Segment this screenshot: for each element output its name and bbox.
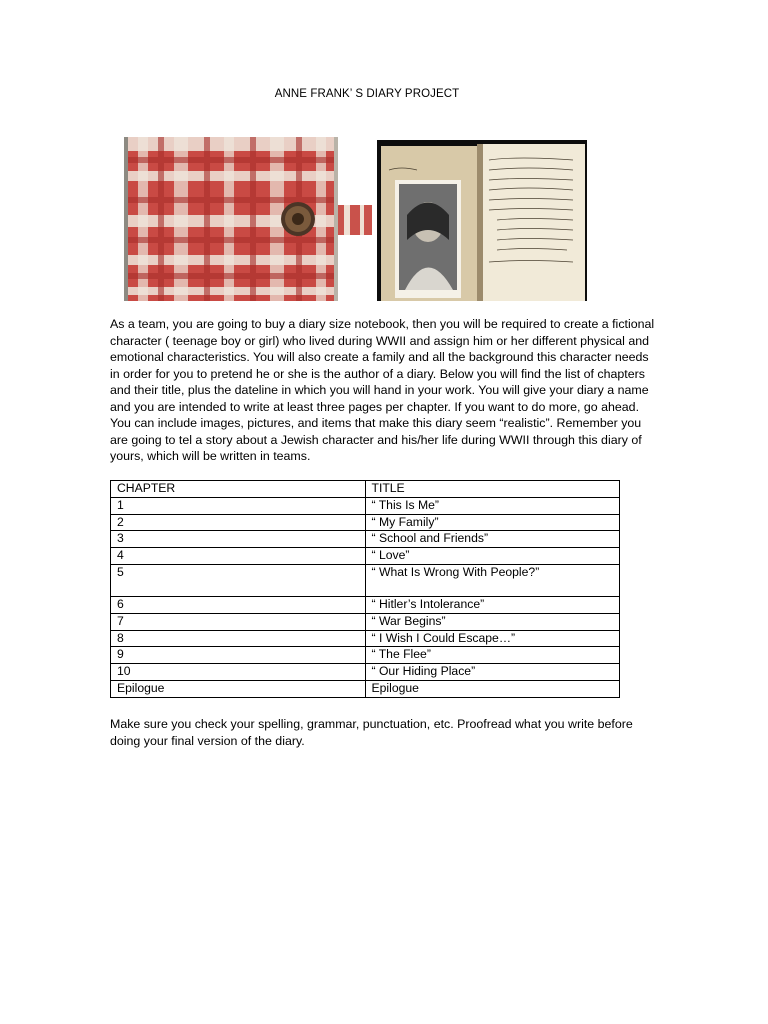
open-diary-with-portrait-image — [377, 140, 587, 301]
title-cell: “ What Is Wrong With People?” — [365, 564, 620, 596]
plaid-diary-cover-image — [124, 137, 376, 301]
title-cell: “ I Wish I Could Escape…” — [365, 630, 620, 647]
chapter-cell: 6 — [111, 596, 366, 613]
chapters-table — [110, 480, 620, 698]
title-column-header: TITLE — [365, 481, 620, 498]
table-row — [111, 548, 620, 565]
chapter-column-header: CHAPTER — [111, 481, 366, 498]
chapter-cell: Epilogue — [111, 680, 366, 697]
chapter-cell: 2 — [111, 514, 366, 531]
title-cell: “ My Family” — [365, 514, 620, 531]
chapter-cell: 10 — [111, 664, 366, 681]
title-cell: “ School and Friends” — [365, 531, 620, 548]
chapter-cell: 4 — [111, 548, 366, 565]
title-cell: “ This Is Me” — [365, 497, 620, 514]
table-row — [111, 613, 620, 630]
table-header-row — [111, 481, 620, 498]
table-row — [111, 664, 620, 681]
table-row — [111, 596, 620, 613]
page-title: ANNE FRANK’ S DIARY PROJECT — [274, 88, 460, 100]
table-row — [111, 514, 620, 531]
chapter-cell: 5 — [111, 564, 366, 596]
table-row — [111, 531, 620, 548]
title-cell: “ Love” — [365, 548, 620, 565]
chapter-cell: 7 — [111, 613, 366, 630]
title-cell: “ Hitler’s Intolerance” — [365, 596, 620, 613]
table-row — [111, 647, 620, 664]
closing-paragraph: Make sure you check your spelling, grammar, punctuation, etc. Proofread what you write before doing your final version of the diary. — [110, 717, 633, 748]
title-cell: “ The Flee” — [365, 647, 620, 664]
title-cell: “ Our Hiding Place” — [365, 664, 620, 681]
table-row — [111, 564, 620, 596]
chapter-cell: 9 — [111, 647, 366, 664]
chapter-cell: 1 — [111, 497, 366, 514]
chapter-cell: 3 — [111, 531, 366, 548]
table-row — [111, 680, 620, 697]
title-cell: “ War Begins” — [365, 613, 620, 630]
title-cell: Epilogue — [365, 680, 620, 697]
intro-paragraph: As a team, you are going to buy a diary size notebook, then you will be required to create a fictional character ( teenage boy or girl) who lived during WWII and assign him or her different physical and emotional characteristics. You will also create a family and all the background this character needs in order for you to pretend he or she is the author of a diary. Below you will find the list of chapters and their title, plus the dateline in which you will hand in your work. You will give your diary a name and you are intended to write at least three pages per chapter. If you want to do more, go ahead. You can include images, pictures, and items that make this diary seem “realistic”. Remember you are going to tel a story about a Jewish character and his/her life during WWII through this diary of yours, which will be written in teams. — [110, 317, 655, 463]
chapter-cell: 8 — [111, 630, 366, 647]
table-row — [111, 630, 620, 647]
table-row — [111, 497, 620, 514]
